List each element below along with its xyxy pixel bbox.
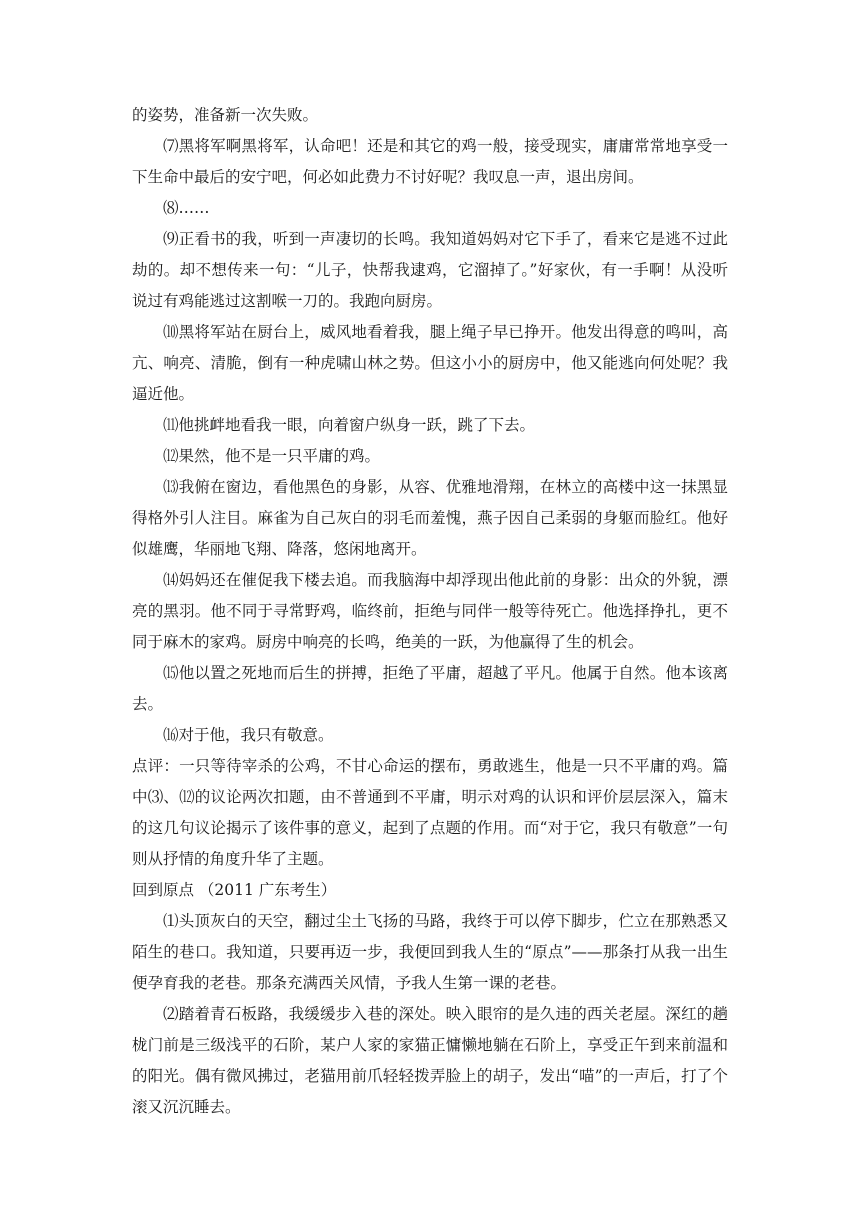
paragraph-16: ⒃对于他，我只有敬意。: [163, 726, 334, 744]
paragraph-13: ⒀我俯在窗边，看他黑色的身影，从容、优雅地滑翔，在林立的高楼中这一抹黑显得格外引人注目。麻雀为自己灰白的羽毛而羞愧，燕子因自己柔弱的身躯而脸红。他好似雄鹰，华丽地飞翔、降落，悠闲地离开。: [132, 478, 728, 558]
paragraph-14: ⒁妈妈还在催促我下楼去追。而我脑海中却浮现出他此前的身影：出众的外貌，漂亮的黑羽。他不同于寻常野鸡，临终前，拒绝与同伴一般等待死亡。他选择挣扎，更不同于麻木的家鸡。厨房中响亮的长鸣，绝美的一跃，为他赢得了生的机会。: [132, 571, 728, 651]
paragraph-10: ⑽黑将军站在厨台上，威风地看着我，腿上绳子早已挣开。他发出得意的鸣叫，高亢、响亮、清脆，倒有一种虎啸山林之势。但这小小的厨房中，他又能逃向何处呢？我逼近他。: [132, 323, 728, 403]
paragraph-15: ⒂他以置之死地而后生的拼搏，拒绝了平庸，超越了平凡。他属于自然。他本该离去。: [132, 664, 728, 713]
paragraph-11: ⑾他挑衅地看我一眼，向着窗户纵身一跃，跳了下去。: [163, 416, 536, 434]
document-page: [132, 100, 728, 1123]
paragraph-continuation: 的姿势，准备新一次失败。: [132, 106, 319, 124]
paragraph-9: ⑼正看书的我，听到一声凄切的长鸣。我知道妈妈对它下手了，看来它是逃不过此劫的。却不想传来一句：“儿子，快帮我逮鸡，它溜掉了。”好家伙，有一手啊！从没听说过有鸡能逃过这割喉一刀的。我跑向厨房。: [132, 230, 728, 310]
essay-title: 回到原点 （2011 广东考生）: [132, 881, 337, 899]
essay2-paragraph-2: ⑵踏着青石板路，我缓缓步入巷的深处。映入眼帘的是久违的西关老屋。深红的趟栊门前是三级浅平的石阶，某户人家的家猫正慵懒地躺在石阶上，享受正午到来前温和的阳光。偶有微风拂过，老猫用前爪轻轻拨弄脸上的胡子，发出“喵”的一声后，打了个滚又沉沉睡去。: [132, 1005, 728, 1116]
review-comment: 点评：一只等待宰杀的公鸡，不甘心命运的摆布，勇敢逃生，他是一只不平庸的鸡。篇中⑶、⑿的议论两次扣题，由不普通到不平庸，明示对鸡的认识和评价层层深入，篇末的这几句议论揭示了该件事的意义，起到了点题的作用。而“对于它，我只有敬意”一句则从抒情的角度升华了主题。: [132, 757, 728, 868]
paragraph-7: ⑺黑将军啊黑将军，认命吧！还是和其它的鸡一般，接受现实，庸庸常常地享受一下生命中最后的安宁吧，何必如此费力不讨好呢？我叹息一声，退出房间。: [132, 137, 728, 186]
essay2-paragraph-1: ⑴头顶灰白的天空，翻过尘土飞扬的马路，我终于可以停下脚步，伫立在那熟悉又陌生的巷口。我知道，只要再迈一步，我便回到我人生的“原点”——那条打从我一出生便孕育我的老巷。那条充满西关风情，予我人生第一课的老巷。: [132, 912, 728, 992]
paragraph-8: ⑻……: [163, 199, 210, 217]
paragraph-12: ⑿果然，他不是一只平庸的鸡。: [163, 447, 381, 465]
